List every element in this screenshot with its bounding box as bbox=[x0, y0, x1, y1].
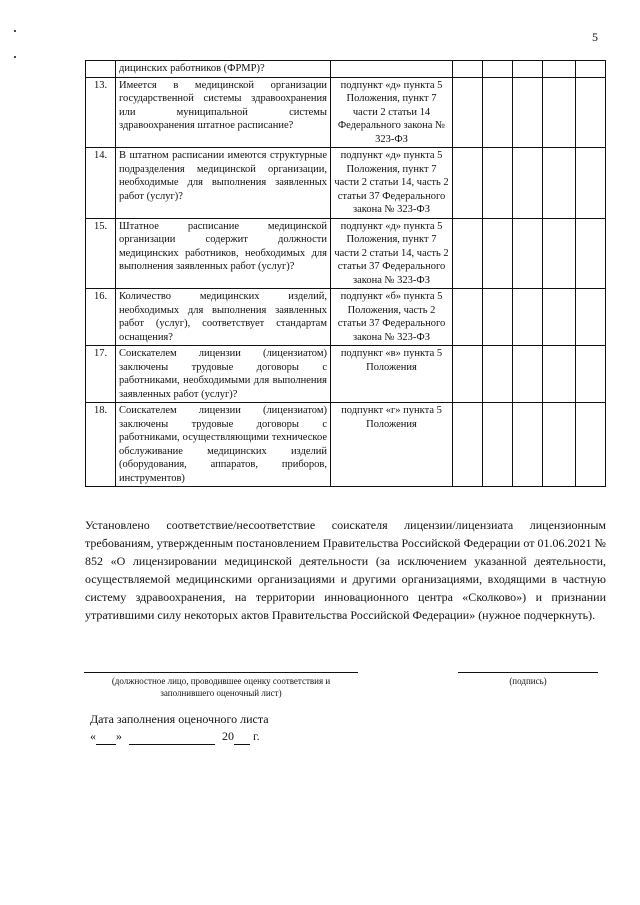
answer-cell[interactable] bbox=[513, 346, 543, 403]
answer-cell[interactable] bbox=[453, 403, 483, 487]
answer-cell[interactable] bbox=[453, 77, 483, 148]
criteria-table bbox=[85, 60, 606, 487]
date-field bbox=[90, 728, 260, 745]
answer-cell[interactable] bbox=[453, 148, 483, 219]
row-question: Штатное расписание медицинской организации содержит должности медицинских работников, необходимых для выполнения заявленных работ (услуг)? bbox=[116, 218, 331, 289]
row-reference: подпункт «б» пункта 5 Положения, часть 2 статьи 37 Федерального закона № 323-ФЗ bbox=[331, 289, 453, 346]
answer-cell[interactable] bbox=[576, 218, 606, 289]
row-number: 17. bbox=[86, 346, 116, 403]
table-row bbox=[86, 77, 606, 148]
answer-cell[interactable] bbox=[453, 289, 483, 346]
answer-cell[interactable] bbox=[483, 403, 513, 487]
row-number: 18. bbox=[86, 403, 116, 487]
row-reference: подпункт «г» пункта 5 Положения bbox=[331, 403, 453, 487]
answer-cell[interactable] bbox=[483, 289, 513, 346]
answer-cell[interactable] bbox=[543, 148, 576, 219]
answer-cell[interactable] bbox=[513, 77, 543, 148]
answer-cell[interactable] bbox=[513, 289, 543, 346]
table-row bbox=[86, 148, 606, 219]
row-question: Имеется в медицинской организации государственной системы здравоохранения или муниципальной системы здравоохранения штатное расписание? bbox=[116, 77, 331, 148]
answer-cell[interactable] bbox=[576, 289, 606, 346]
signature-caption: (подпись) bbox=[509, 676, 547, 686]
official-signature-line bbox=[84, 672, 358, 673]
scan-speck bbox=[14, 56, 16, 58]
table-row bbox=[86, 346, 606, 403]
answer-cell[interactable] bbox=[543, 289, 576, 346]
answer-cell[interactable] bbox=[513, 403, 543, 487]
row-number: 16. bbox=[86, 289, 116, 346]
row-number: 15. bbox=[86, 218, 116, 289]
row-reference: подпункт «в» пункта 5 Положения bbox=[331, 346, 453, 403]
conclusion-paragraph: Установлено соответствие/несоответствие соискателя лицензии/лицензиата лицензионным требованиям, утвержденным постановлением Правительства Российской Федерации от 01.06.2021 № 852 «О лицензировании медицинской деятельности (за исключением указанной деятельности, осуществляемой медицинскими организациями и другими организациями, входящими в частную систему здравоохранения, на территории инновационного центра «Сколково») и признании утратившими силу некоторых актов Правительства Российской Федерации» (нужное подчеркнуть). bbox=[85, 518, 606, 622]
answer-cell[interactable] bbox=[543, 346, 576, 403]
answer-cell[interactable] bbox=[576, 77, 606, 148]
page-number: 5 bbox=[592, 30, 598, 44]
answer-cell[interactable] bbox=[483, 346, 513, 403]
official-caption: (должностное лицо, проводившее оценку соответствия и заполнившего оценочный лист) bbox=[111, 676, 331, 698]
fill-date-label: Дата заполнения оценочного листа bbox=[90, 712, 269, 726]
row-reference: подпункт «д» пункта 5 Положения, пункт 7 части 2 статьи 14, часть 2 статьи 37 Федерального закона № 323-ФЗ bbox=[331, 218, 453, 289]
answer-cell[interactable] bbox=[453, 346, 483, 403]
date-close-quote: » bbox=[116, 729, 122, 743]
answer-cell[interactable] bbox=[483, 77, 513, 148]
table-row bbox=[86, 289, 606, 346]
answer-cell[interactable] bbox=[483, 218, 513, 289]
answer-cell[interactable] bbox=[543, 403, 576, 487]
answer-cell[interactable] bbox=[576, 148, 606, 219]
table-row-continuation bbox=[86, 61, 606, 78]
row-question: Соискателем лицензии (лицензиатом) заключены трудовые договоры с работниками, необходимыми для выполнения заявленных работ (услуг)? bbox=[116, 346, 331, 403]
answer-cell[interactable] bbox=[576, 403, 606, 487]
year-prefix: 20 bbox=[222, 729, 234, 743]
answer-cell[interactable] bbox=[453, 218, 483, 289]
row-reference: подпункт «д» пункта 5 Положения, пункт 7 части 2 статьи 14, часть 2 статьи 37 Федерального закона № 323-ФЗ bbox=[331, 148, 453, 219]
answer-cell[interactable] bbox=[543, 218, 576, 289]
scan-speck bbox=[14, 30, 16, 32]
answer-cell[interactable] bbox=[543, 77, 576, 148]
answer-cell[interactable] bbox=[513, 218, 543, 289]
row-question: В штатном расписании имеются структурные подразделения медицинской организации, необходимые для выполнения заявленных работ (услуг)? bbox=[116, 148, 331, 219]
continuation-text: дицинских работников (ФРМР)? bbox=[116, 61, 331, 78]
month-blank[interactable] bbox=[129, 728, 215, 745]
table-row bbox=[86, 403, 606, 487]
day-blank[interactable] bbox=[96, 728, 116, 745]
answer-cell[interactable] bbox=[483, 148, 513, 219]
table-row bbox=[86, 218, 606, 289]
date-open-quote: « bbox=[90, 729, 96, 743]
answer-cell[interactable] bbox=[576, 346, 606, 403]
row-number: 14. bbox=[86, 148, 116, 219]
row-reference: подпункт «д» пункта 5 Положения, пункт 7 части 2 статьи 14 Федерального закона № 323-ФЗ bbox=[331, 77, 453, 148]
year-blank[interactable] bbox=[234, 728, 250, 745]
year-suffix: г. bbox=[253, 729, 260, 743]
answer-cell[interactable] bbox=[513, 148, 543, 219]
row-question: Количество медицинских изделий, необходимых для выполнения заявленных работ (услуг), соответствует стандартам оснащения? bbox=[116, 289, 331, 346]
row-number: 13. bbox=[86, 77, 116, 148]
signature-line bbox=[458, 672, 598, 673]
row-question: Соискателем лицензии (лицензиатом) заключены трудовые договоры с работниками, осуществляющими техническое обслуживание медицинских изделий (оборудования, аппаратов, приборов, инструментов) bbox=[116, 403, 331, 487]
